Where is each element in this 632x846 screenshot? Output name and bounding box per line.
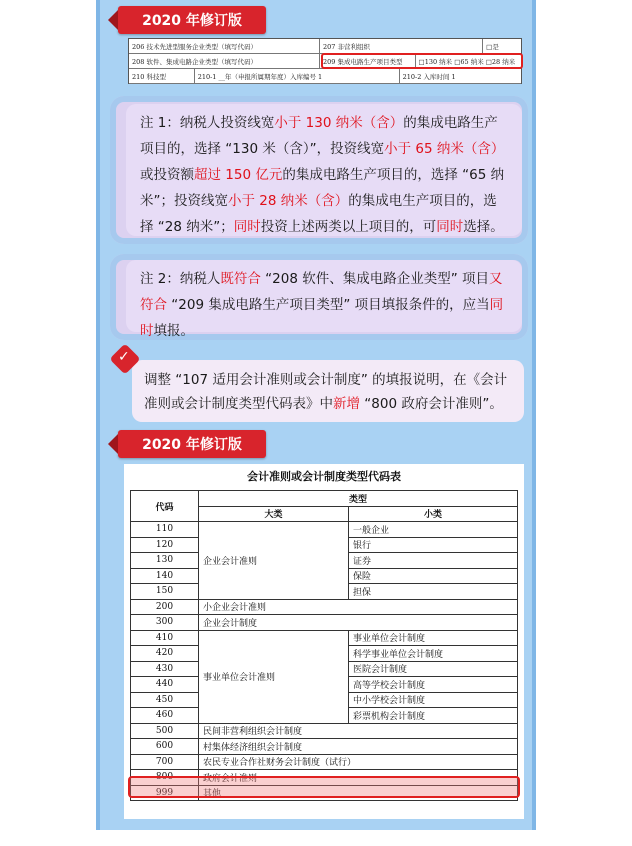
note-text: 选择。 [463, 219, 504, 235]
code-cell: 700 [131, 754, 199, 770]
version-badge-top [118, 6, 266, 34]
emphasis-text: 小于 65 纳米（含） [384, 141, 505, 157]
form-cell: 210 科技型 [129, 69, 195, 83]
form-cell: 210-1 __年（申报所属期年度）入库编号 1 [195, 69, 400, 83]
emphasis-text: 同时 [436, 219, 464, 235]
frame-bottom [96, 830, 536, 846]
big-category-cell: 企业会计准则 [199, 522, 349, 600]
category-cell: 村集体经济组织会计制度 [199, 739, 518, 755]
small-category-cell: 证券 [349, 553, 518, 569]
highlight-800-row [128, 776, 520, 798]
code-cell: 460 [131, 708, 199, 724]
emphasis-text: 又符合 [140, 271, 503, 313]
code-cell: 120 [131, 537, 199, 553]
form-cell: 207 非营利组织 [320, 39, 483, 53]
table-row [131, 739, 518, 755]
category-cell: 其他 [199, 785, 518, 801]
emphasis-text: 小于 130 纳米（含） [274, 115, 404, 131]
code-table-panel [124, 464, 524, 819]
form-cell: 210-2 入库时间 1 [402, 73, 456, 81]
form-cell: 209 集成电路生产项目类型 [320, 54, 416, 68]
code-cell: 140 [131, 568, 199, 584]
note-text: 注 2：纳税人 [140, 271, 221, 287]
small-category-cell: 银行 [349, 537, 518, 553]
note-text: 调整 “107 适用会计准则或会计制度” 的填报说明，在《会计准则或会计制度类型代码表》中 [144, 372, 508, 412]
code-cell: 200 [131, 599, 199, 615]
note-text: 的集成电路生产项目的，选择 “65 纳米”；投资线宽 [140, 167, 505, 209]
note-text: “208 软件、集成电路企业类型” 项目 [260, 271, 490, 287]
small-category-cell: 彩票机构会计制度 [349, 708, 518, 724]
small-category-cell: 保险 [349, 568, 518, 584]
big-category-cell: 事业单位会计准则 [199, 630, 349, 723]
form-cell: □是 [486, 43, 499, 51]
form-row [129, 39, 521, 54]
check-icon: ✓ [118, 349, 130, 365]
emphasis-text: 小于 28 纳米（含） [228, 193, 349, 209]
note-text: 的集成电生产项目的，选择 “28 纳米”； [140, 193, 497, 235]
header-small: 小类 [349, 506, 518, 522]
code-cell: 999 [131, 785, 199, 801]
code-table-title: 会计准则或会计制度类型代码表 [247, 470, 401, 483]
category-cell: 民间非营利组织会计制度 [199, 723, 518, 739]
note-1 [126, 104, 522, 236]
emphasis-text: 同时 [140, 297, 504, 339]
code-cell: 450 [131, 692, 199, 708]
form-cell: □130 纳米 □65 纳米 □28 纳米 [418, 58, 516, 66]
note-text: “209 集成电路生产项目类型” 项目填报条件的，应当 [167, 297, 490, 313]
table-row [131, 615, 518, 631]
version-badge-bottom [118, 430, 266, 458]
code-cell: 430 [131, 661, 199, 677]
note-text: 填报。 [153, 323, 194, 339]
form-row [129, 69, 521, 84]
code-table [130, 490, 518, 801]
emphasis-text: 新增 [333, 396, 360, 412]
code-cell: 130 [131, 553, 199, 569]
table-row [131, 630, 518, 646]
emphasis-text: 既符合 [220, 271, 261, 287]
header-type: 类型 [199, 491, 518, 507]
code-cell: 800 [131, 770, 199, 786]
table-row [131, 522, 518, 538]
category-cell: 政府会计准则 [199, 770, 518, 786]
table-row [131, 723, 518, 739]
code-cell: 440 [131, 677, 199, 693]
note-3 [132, 360, 524, 422]
note-text: 的集成电路生产项目的，选择 “130 米（含）”，投资线宽 [140, 115, 498, 157]
note-text: “800 政府会计准则”。 [360, 396, 503, 412]
small-category-cell: 担保 [349, 584, 518, 600]
version-badge-label: 2020 年修订版 [142, 13, 242, 29]
header-big: 大类 [199, 506, 349, 522]
code-cell: 110 [131, 522, 199, 538]
small-category-cell: 高等学校会计制度 [349, 677, 518, 693]
version-badge-label: 2020 年修订版 [142, 437, 242, 453]
note-2 [126, 260, 522, 339]
note-text: 投资上述两类以上项目的，可 [260, 219, 437, 235]
code-cell: 410 [131, 630, 199, 646]
category-cell: 农民专业合作社财务会计制度（试行） [199, 754, 518, 770]
small-category-cell: 事业单位会计制度 [349, 630, 518, 646]
small-category-cell: 一般企业 [349, 522, 518, 538]
code-cell: 150 [131, 584, 199, 600]
note-text: 注 1：纳税人投资线宽 [140, 115, 275, 131]
emphasis-text: 同时 [233, 219, 261, 235]
code-cell: 420 [131, 646, 199, 662]
code-cell: 300 [131, 615, 199, 631]
tax-form-excerpt [128, 38, 522, 84]
emphasis-text: 超过 150 亿元 [194, 167, 283, 183]
form-cell: 206 技术先进型服务企业类型（填写代码） [129, 39, 320, 53]
small-category-cell: 医院会计制度 [349, 661, 518, 677]
code-cell: 600 [131, 739, 199, 755]
category-cell: 企业会计制度 [199, 615, 518, 631]
small-category-cell: 科学事业单位会计制度 [349, 646, 518, 662]
highlight-box [321, 53, 523, 69]
code-cell: 500 [131, 723, 199, 739]
table-row [131, 599, 518, 615]
note-text: 或投资额 [140, 167, 194, 183]
small-category-cell: 中小学校会计制度 [349, 692, 518, 708]
table-row [131, 754, 518, 770]
form-cell: 208 软件、集成电路企业类型（填写代码） [129, 54, 320, 68]
header-code: 代码 [131, 491, 199, 522]
category-cell: 小企业会计准则 [199, 599, 518, 615]
